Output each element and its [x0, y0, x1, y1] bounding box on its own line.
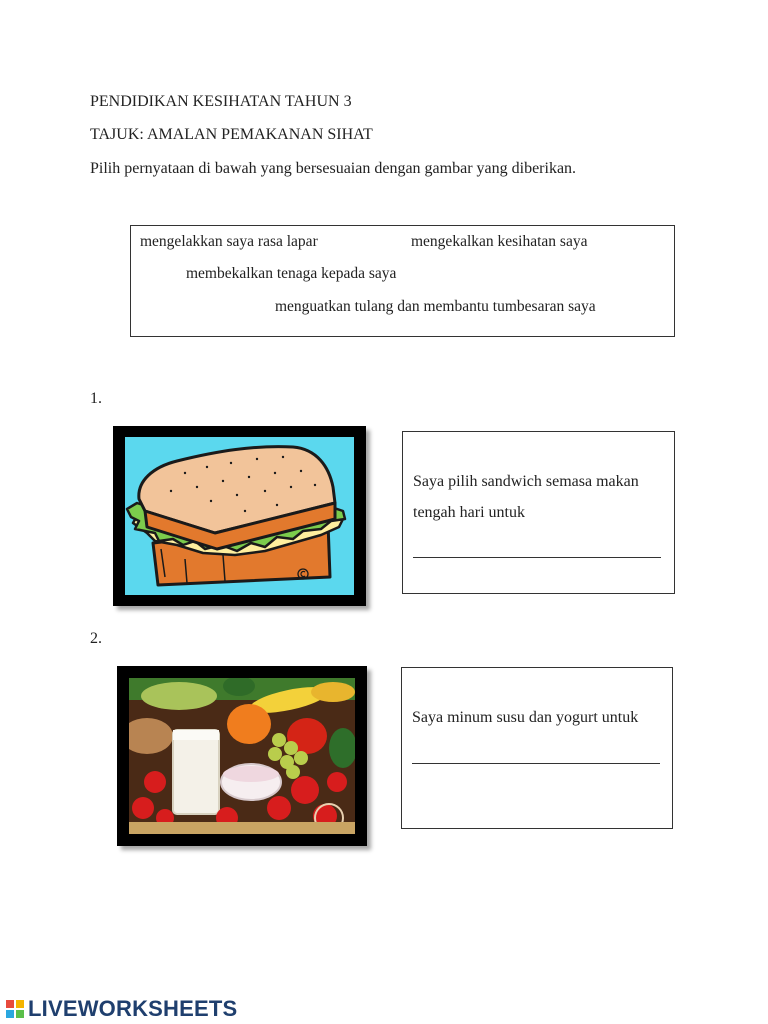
word-option-4[interactable]: menguatkan tulang dan membantu tumbesaran saya — [275, 298, 596, 315]
sandwich-icon — [125, 437, 354, 595]
word-option-2[interactable]: mengekalkan kesihatan saya — [411, 233, 588, 250]
question-1-answer-field[interactable] — [413, 556, 661, 558]
worksheet-subject: PENDIDIKAN KESIHATAN TAHUN 3 — [90, 93, 352, 110]
worksheet-topic: TAJUK: AMALAN PEMAKANAN SIHAT — [90, 126, 373, 143]
milk-yogurt-fruits-vegetables-photo — [129, 678, 355, 834]
word-option-3[interactable]: membekalkan tenaga kepada saya — [186, 265, 397, 282]
question-1-image-frame — [113, 426, 366, 606]
word-option-1[interactable]: mengelakkan saya rasa lapar — [140, 233, 318, 250]
question-2-text: Saya minum susu dan yogurt untuk — [412, 709, 639, 726]
question-1-text: Saya pilih sandwich semasa makan tengah hari untuk — [413, 473, 639, 521]
word-bank — [130, 225, 675, 337]
question-1-number: 1. — [90, 390, 102, 407]
question-2-answer-field[interactable] — [412, 762, 660, 764]
liveworksheets-brand-text: LIVEWORKSHEETS — [28, 996, 238, 1021]
question-1-box — [402, 431, 675, 594]
question-2-number: 2. — [90, 630, 102, 647]
question-2-box — [401, 667, 673, 829]
liveworksheets-mark-icon — [6, 1000, 24, 1018]
worksheet-instruction: Pilih pernyataan di bawah yang bersesuaian dengan gambar yang diberikan. — [90, 160, 577, 177]
question-2-image-frame — [117, 666, 367, 846]
liveworksheets-logo — [6, 996, 237, 1022]
